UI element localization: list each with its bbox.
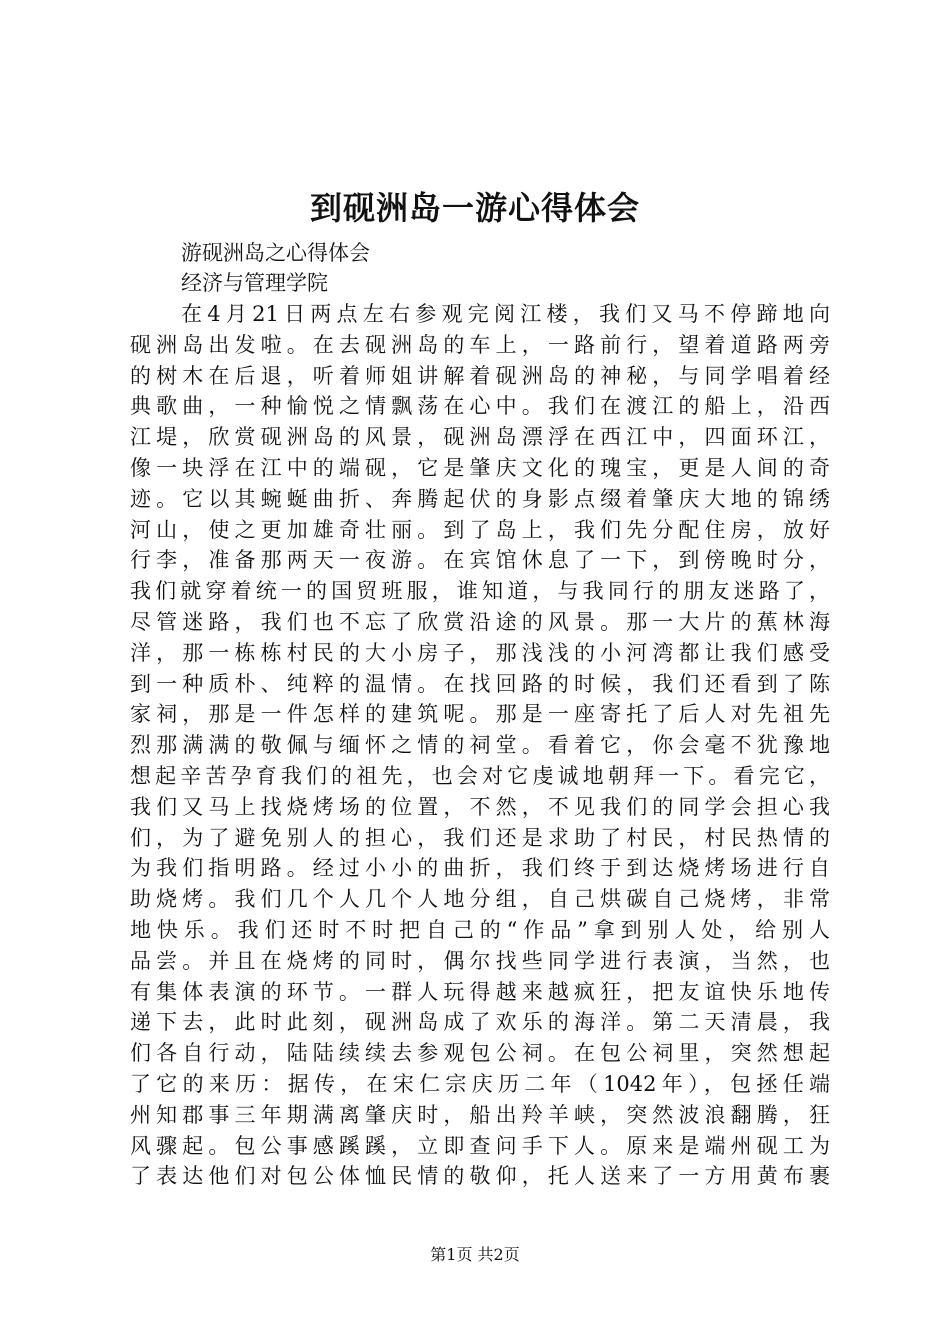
- page-footer: 第1页 共2页: [430, 1245, 520, 1264]
- body-line: 了表达他们对包公体恤民情的敬仰，托人送来了一方用黄布裹: [130, 1164, 830, 1189]
- body-line: 为我们指明路。经过小小的曲折，我们终于到达烧烤场进行自: [130, 856, 830, 881]
- body-line: 烈那满满的敬佩与缅怀之情的祠堂。看着它，你会毫不犹豫地: [130, 733, 830, 758]
- body-line: 品尝。并且在烧烤的同时，偶尔找些同学进行表演，当然，也: [130, 948, 830, 973]
- document-subtitle: 游砚洲岛之心得体会: [181, 241, 370, 265]
- body-line: 有集体表演的环节。一群人玩得越来越疯狂，把友谊快乐地传: [130, 979, 830, 1004]
- body-line: 典歌曲，一种愉悦之情飘荡在心中。我们在渡江的船上，沿西: [130, 394, 830, 419]
- body-line: 行李，准备那两天一夜游。在宾馆休息了一下，到傍晚时分，: [130, 548, 830, 573]
- body-line: 我们又马上找烧烤场的位置，不然，不见我们的同学会担心我: [130, 794, 830, 819]
- body-line: 想起辛苦孕育我们的祖先，也会对它虔诚地朝拜一下。看完它，: [130, 763, 830, 788]
- body-line: 地快乐。我们还时不时把自己的“作品”拿到别人处，给别人: [130, 917, 830, 942]
- body-line: 像一块浮在江中的端砚，它是肇庆文化的瑰宝，更是人间的奇: [130, 455, 830, 480]
- document-title: 到砚洲岛一游心得体会: [309, 189, 640, 227]
- body-line: 洋，那一栋栋村民的大小房子，那浅浅的小河湾都让我们感受: [130, 640, 830, 665]
- document-department: 经济与管理学院: [181, 271, 328, 295]
- body-line: 们，为了避免别人的担心，我们还是求助了村民，村民热情的: [130, 825, 830, 850]
- body-line: 家祠，那是一件怎样的建筑呢。那是一座寄托了后人对先祖先: [130, 702, 830, 727]
- body-line: 的树木在后退，听着师姐讲解着砚洲岛的神秘，与同学唱着经: [130, 363, 830, 388]
- body-line: 迹。它以其蜿蜒曲折、奔腾起伏的身影点缀着肇庆大地的锦绣: [130, 486, 830, 511]
- body-line: 了它的来历：据传，在宋仁宗庆历二年（1042年），包拯任端: [130, 1071, 830, 1096]
- body-line: 助烧烤。我们几个人几个人地分组，自己烘碳自己烧烤，非常: [130, 887, 830, 912]
- body-line: 递下去，此时此刻，砚洲岛成了欢乐的海洋。第二天清晨，我: [130, 1010, 830, 1035]
- body-line: 风骤起。包公事感蹊蹊，立即查问手下人。原来是端州砚工为: [130, 1133, 830, 1158]
- body-line: 砚洲岛出发啦。在去砚洲岛的车上，一路前行，望着道路两旁: [130, 332, 830, 357]
- body-line: 尽管迷路，我们也不忘了欣赏沿途的风景。那一大片的蕉林海: [130, 609, 830, 634]
- document-body: [130, 299, 830, 1192]
- body-line: 河山，使之更加雄奇壮丽。到了岛上，我们先分配住房，放好: [130, 517, 830, 542]
- body-line: 我们就穿着统一的国贸班服，谁知道，与我同行的朋友迷路了，: [130, 579, 830, 604]
- body-line: 州知郡事三年期满离肇庆时，船出羚羊峡，突然波浪翻腾，狂: [130, 1102, 830, 1127]
- body-line: 江堤，欣赏砚洲岛的风景，砚洲岛漂浮在西江中，四面环江，: [130, 425, 830, 450]
- body-line: 在4月21日两点左右参观完阅江楼，我们又马不停蹄地向: [181, 302, 830, 326]
- body-line: 们各自行动，陆陆续续去参观包公祠。在包公祠里，突然想起: [130, 1041, 830, 1066]
- body-line: 到一种质朴、纯粹的温情。在找回路的时候，我们还看到了陈: [130, 671, 830, 696]
